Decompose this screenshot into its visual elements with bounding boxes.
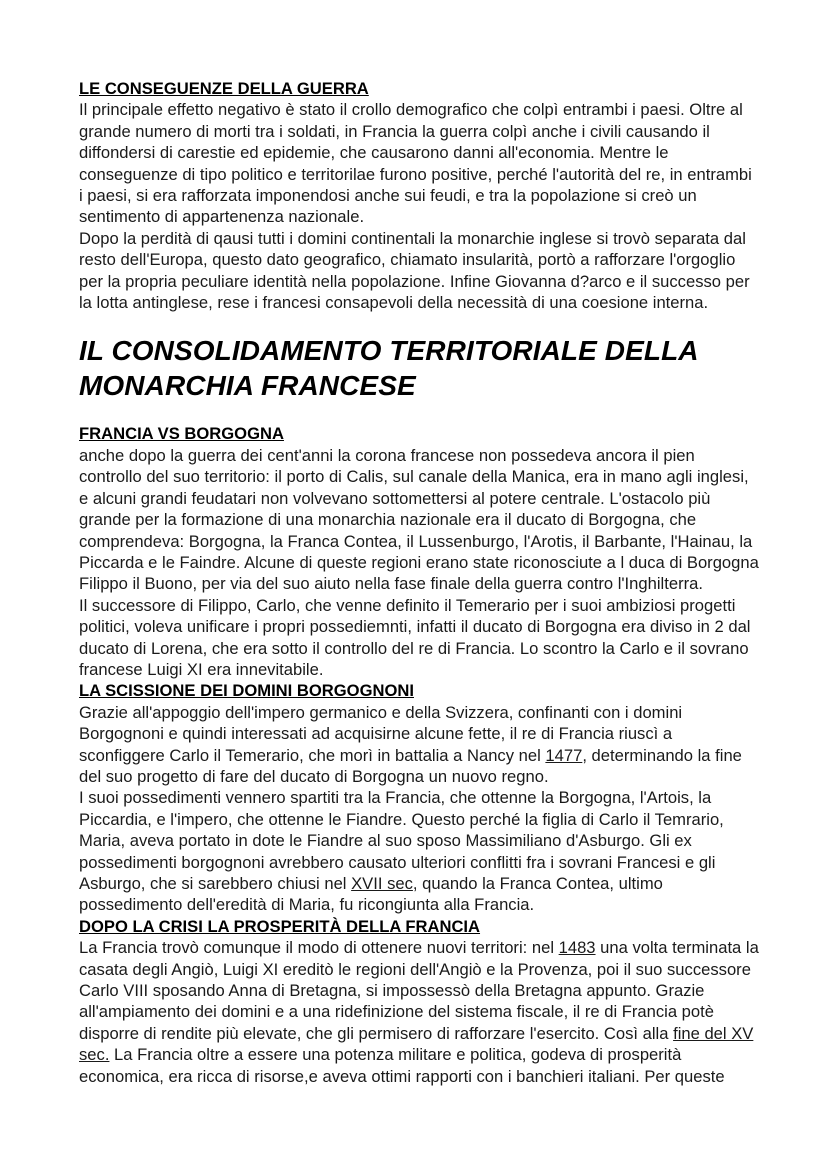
section-heading-prosperity: DOPO LA CRISI LA PROSPERITÀ DELLA FRANCIA	[79, 916, 481, 936]
paragraph-prosperity-1	[79, 937, 759, 1087]
page-title: IL CONSOLIDAMENTO TERRITORIALE DELLA MONARCHIA FRANCESE	[79, 335, 698, 402]
paragraph-scission-1	[79, 702, 759, 788]
date-link-1477: 1477	[545, 745, 583, 765]
text-segment: una volta terminata la casata degli Angiò, Luigi XI ereditò le regioni dell'Angiò e la Provenza, poi il suo successore Carlo VIII sposando Anna di Bretagna, si impossessò della Bretagna appunto. Grazie all'ampiamento dei domini e a una ridefinizione del sistema fiscale, il re di Francia potè disporre di rendite più elevate, che gli permisero di rafforzare l'esercito. Così alla	[79, 938, 759, 1043]
text-segment: Grazie all'appoggio dell'impero germanico e della Svizzera, confinanti con i domini Borgognoni e quindi interessati ad acquisirne alcune fette, il re di Francia riuscì a sconfiggere Carlo il Temerario, che morì in battalia a Nancy nel	[79, 702, 683, 765]
paragraph-burgundy-2: Il successore di Filippo, Carlo, che venne definito il Temerario per i suoi ambiziosi progetti politici, voleva unificare i propri possediemnti, infatti il ducato di Borgogna era diviso in 2 dal ducato di Lorena, che era sotto il controllo del re di Francia. Lo scontro la Carlo e il sovrano francese Luigi XI era innevitabile.	[79, 595, 751, 679]
section-heading-consequences: LE CONSEGUENZE DELLA GUERRA	[79, 79, 369, 98]
paragraph-consequences-2: Dopo la perdità di qausi tutti i domini continentali la monarchie inglese si trovò separata dal resto dell'Europa, questo dato geografico, chiamato insularità, portò a rafforzare l'orgoglio per la propria peculiare identità nella popolazione. Infine Giovanna d?arco e il successo per la lotta antinglese, rese i francesi consapevoli della necessità di una coesione interna.	[79, 228, 750, 313]
paragraph-scission-2	[79, 787, 759, 915]
text-segment: , determinando la fine del suo progetto di fare del ducato di Borgogna un nuovo regno.	[79, 745, 742, 786]
text-segment: La Francia oltre a essere una potenza militare e politica, godeva di prosperità economica, era ricca di risorse,e aveva ottimi rapporti con i banchieri italiani. Per queste	[79, 1045, 725, 1086]
text-segment: , quando la Franca Contea, ultimo possedimento dell'eredità di Maria, fu ricongiunta alla Francia.	[79, 874, 663, 915]
section-heading-scission: LA SCISSIONE DEI DOMINI BORGOGNONI	[79, 681, 414, 701]
date-link-xv-century: fine del XV sec.	[79, 1023, 754, 1065]
date-link-1483: 1483	[558, 938, 596, 958]
document-page	[79, 78, 759, 1087]
paragraph-burgundy-1: anche dopo la guerra dei cent'anni la corona francese non possedeva ancora il pien controllo del suo territorio: il porto di Calis, sul canale della Manica, era in mano agli inglesi, e alcuni grandi feudatari non volvevano sottomettersi al potere centrale. L'ostacolo più grande per la formazione di una monarchia nazionale era il ducato di Borgogna, che comprendeva: Borgogna, la Franca Contea, il Lussenburgo, l'Arotis, il Barbante, l'Hainau, la Piccarda e le Faindre. Alcune di queste regioni erano state riconosciute a l duca di Borgogna Filippo il Buono, per via del suo aiuto nella fase finale della guerra contro l'Inghilterra.	[79, 445, 759, 594]
text-segment: La Francia trovò comunque il modo di ottenere nuovi territori: nel	[79, 938, 559, 958]
text-segment: I suoi possedimenti vennero spartiti tra la Francia, che ottenne la Borgogna, l'Artois, la Piccardia, e l'impero, che ottenne le Fiandre. Questo perché la figlia di Carlo il Temrario, Maria, aveva portato in dote le Fiandre al suo sposo Massimiliano d'Asburgo. Gli ex possedimenti borgognoni avrebbero causato ulteriori conflitti fra i sovrani Francesi e gli Asburgo, che si sarebbero chiusi nel	[79, 788, 724, 893]
section-heading-france-vs-burgundy: FRANCIA VS BORGOGNA	[79, 424, 284, 444]
paragraph-consequences-1: Il principale effetto negativo è stato il crollo demografico che colpì entrambi i paesi. Oltre al grande numero di morti tra i soldati, in Francia la guerra colpì anche i civili causando il diffondersi di carestie ed epidemie, che causarono danni all'economia. Mentre le conseguenze di tipo politico e territorilae furono positive, perché l'autorità del re, in entrambi i paesi, si era rafforzata imponendosi anche sui feudi, e tra la popolazione si creò un sentimento di appartenenza nazionale.	[79, 100, 752, 227]
date-link-xvii-century: XVII sec	[351, 874, 413, 893]
